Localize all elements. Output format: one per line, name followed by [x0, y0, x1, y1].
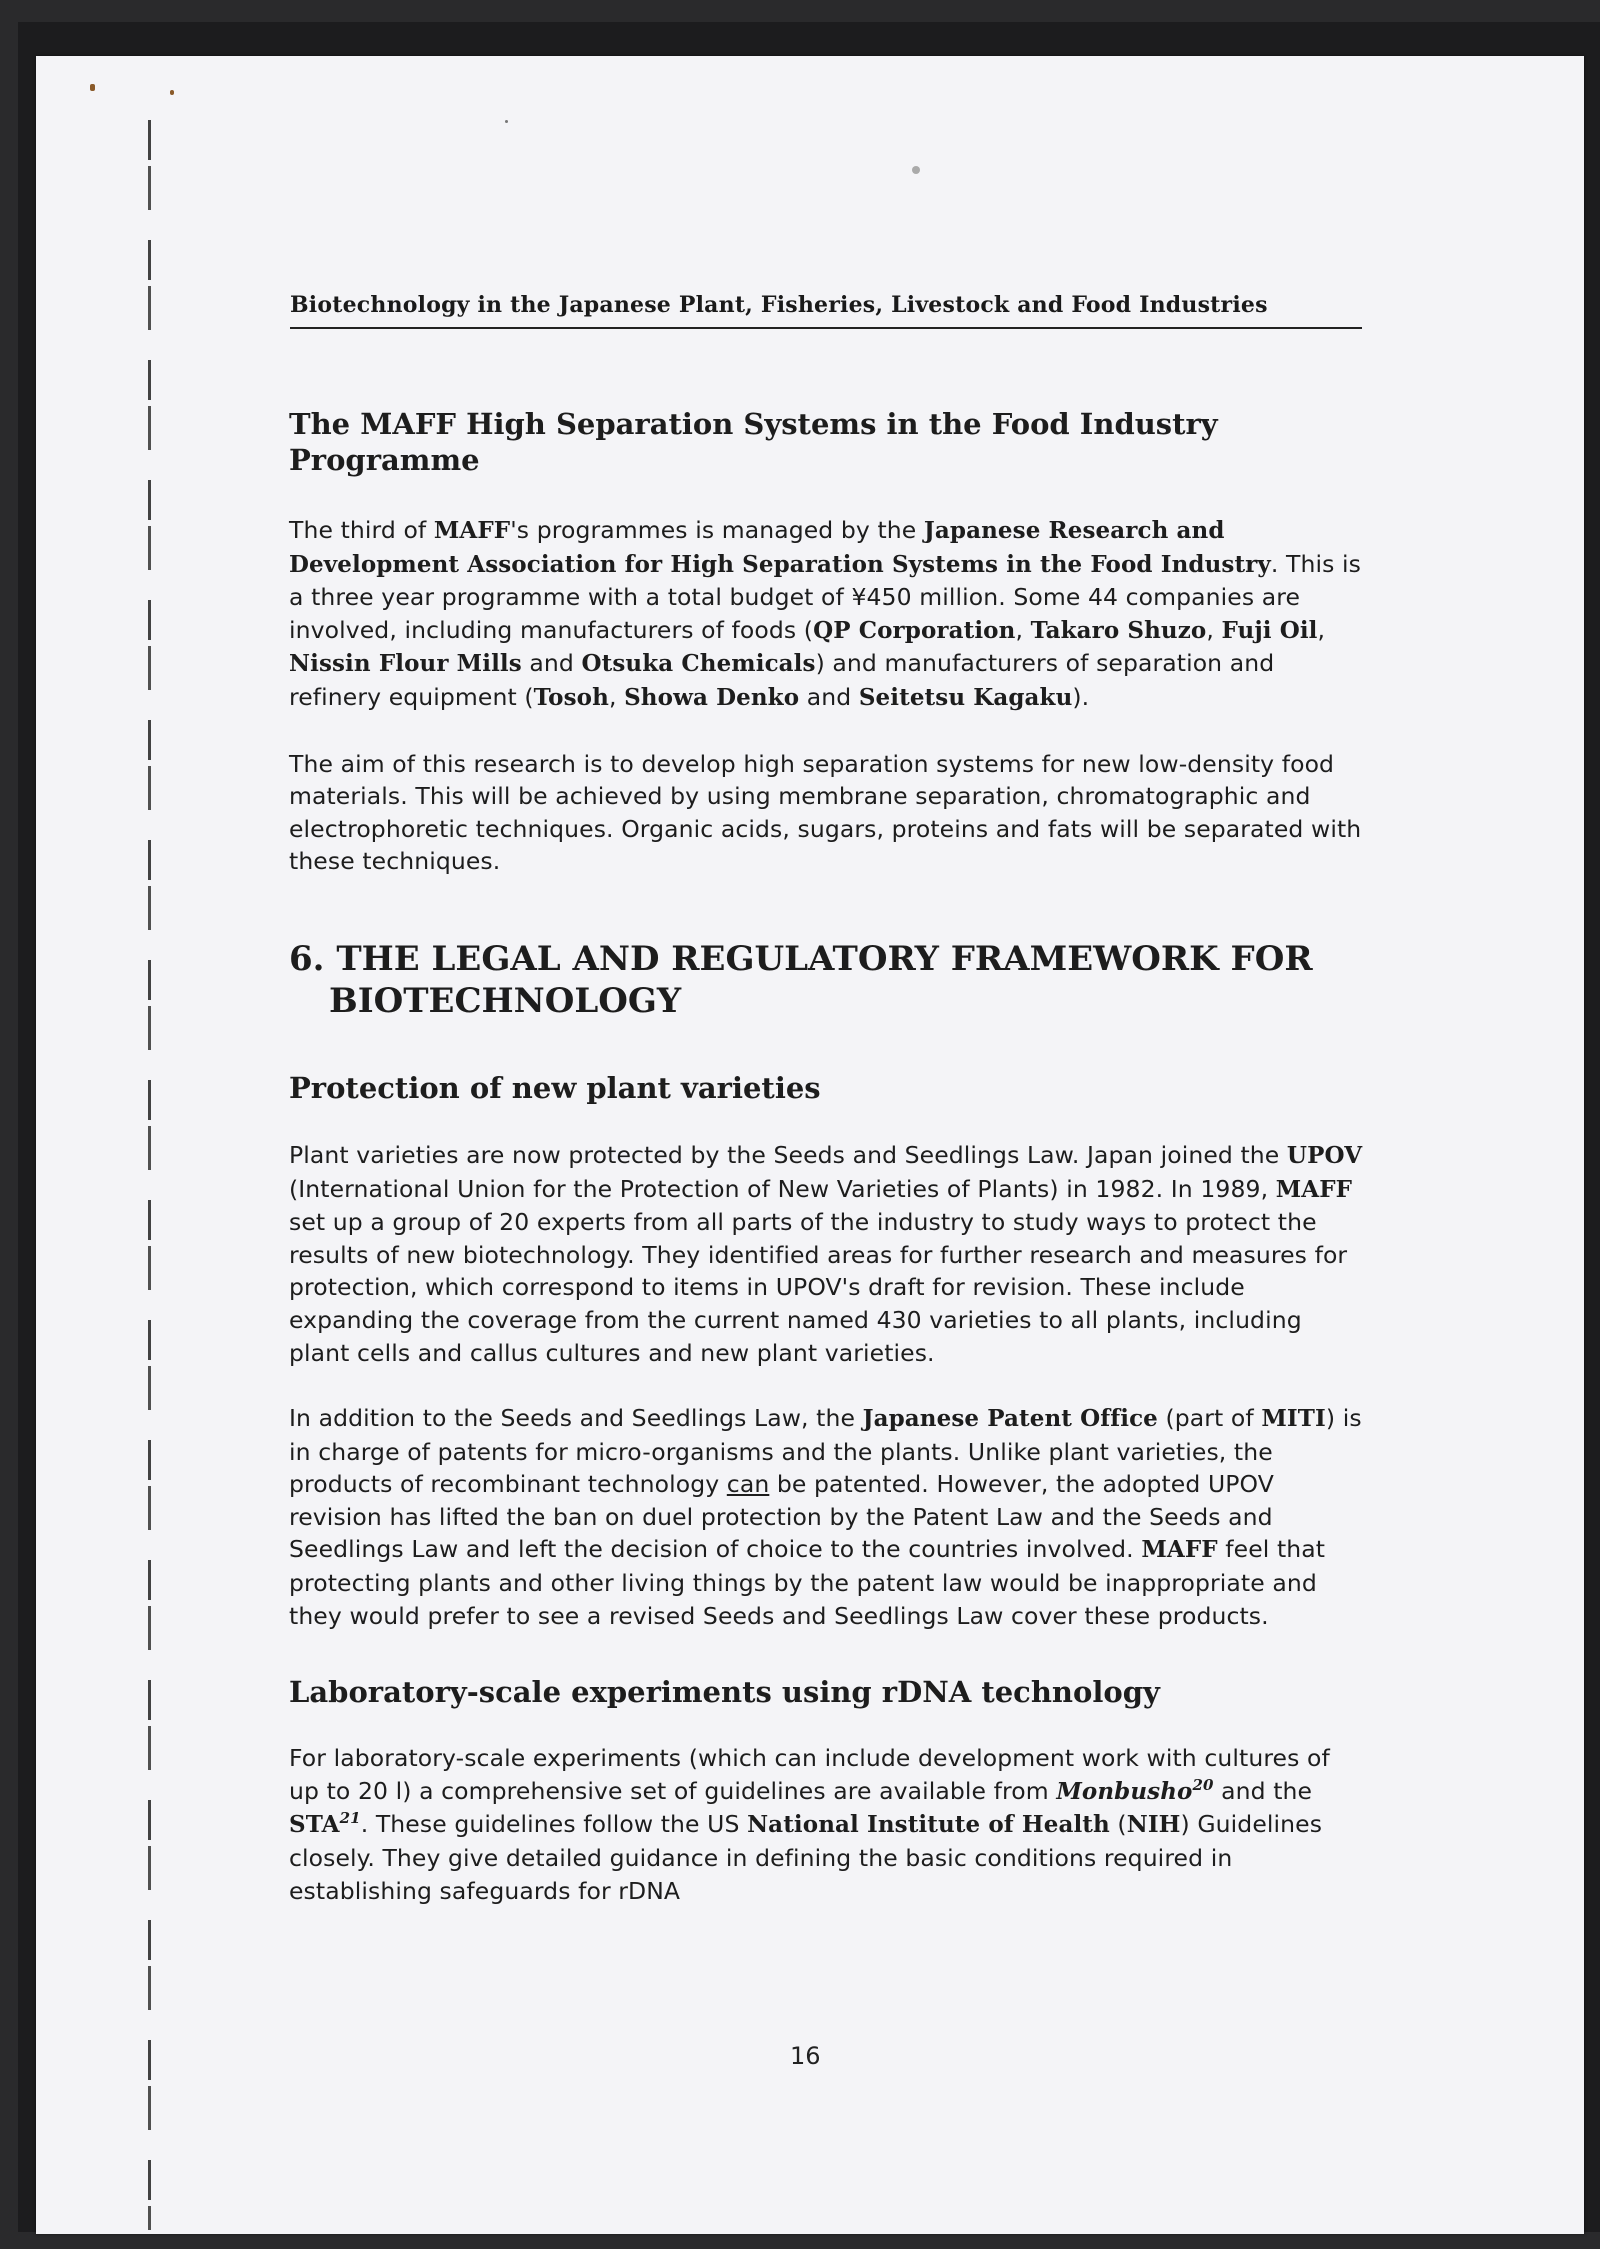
chapter-heading: 6. THE LEGAL AND REGULATORY FRAMEWORK FOR BIOTECHNOLOGY: [289, 938, 1313, 1021]
paragraph: Plant varieties are now protected by the Seeds and Seedlings Law. Japan joined the UPOV (International Union for the Protection of New Varieties of Plants) in 1982. In 1989, MAFF set up a group of 20 experts from all parts of the industry to study ways to protect the results of new biotechnology. They identified areas for further research and measures for protection, which correspond to items in UPOV's draft for revision. These include expanding the coverage from the current named 430 varieties to all plants, including plant cells and callus cultures and new plant varieties.: [289, 1140, 1363, 1367]
speck: [912, 166, 920, 174]
paragraph: For laboratory-scale experiments (which can include development work with cultures of up to 20 l) a comprehensive set of guidelines are available from Monbusho$^{20}$ and the STA$^{21}$. These guidelines follow the US National Institute of Health (NIH) Guidelines closely. They give detailed guidance in defining the basic conditions required in establishing safeguards for rDNA: [289, 1744, 1330, 1905]
page-mark: [170, 90, 174, 95]
paragraph: In addition to the Seeds and Seedlings Law, the Japanese Patent Office (part of MITI) is in charge of patents for micro-organisms and the plants. Unlike plant varieties, the products of recombinant technology can be patented. However, the adopted UPOV revision has lifted the ban on duel protection by the Patent Law and the Seeds and Seedlings Law and left the decision of choice to the countries involved. MAFF feel that protecting plants and other living things by the patent law would be inappropriate and they would prefer to see a revised Seeds and Seedlings Law cover these products.: [289, 1404, 1362, 1630]
page-content: [289, 406, 1364, 1907]
section-heading-maff: The MAFF High Separation Systems in the Food Industry Programme: [289, 407, 1218, 477]
speck: [505, 120, 508, 123]
running-head: Biotechnology in the Japanese Plant, Fisheries, Livestock and Food Industries: [290, 292, 1362, 329]
section-heading-lab: Laboratory-scale experiments using rDNA technology: [289, 1675, 1160, 1710]
binder-edge: [148, 120, 151, 2230]
page-number: 16: [790, 2042, 821, 2070]
page-mark: [90, 84, 95, 91]
paragraph: The third of MAFF's programmes is managed by the Japanese Research and Development Association for High Separation Systems in the Food Industry. This is a three year programme with a total budget of ¥450 million. Some 44 companies are involved, including manufacturers of foods (QP Corporation, Takaro Shuzo, Fuji Oil, Nissin Flour Mills and Otsuka Chemicals) and manufacturers of separation and refinery equipment (Tosoh, Showa Denko and Seitetsu Kagaku).: [289, 516, 1361, 711]
paragraph: The aim of this research is to develop high separation systems for new low-density food materials. This will be achieved by using membrane separation, chromatographic and electrophoretic techniques. Organic acids, sugars, proteins and fats will be separated with these techniques.: [289, 749, 1362, 876]
section-heading-plant: Protection of new plant varieties: [289, 1070, 821, 1105]
